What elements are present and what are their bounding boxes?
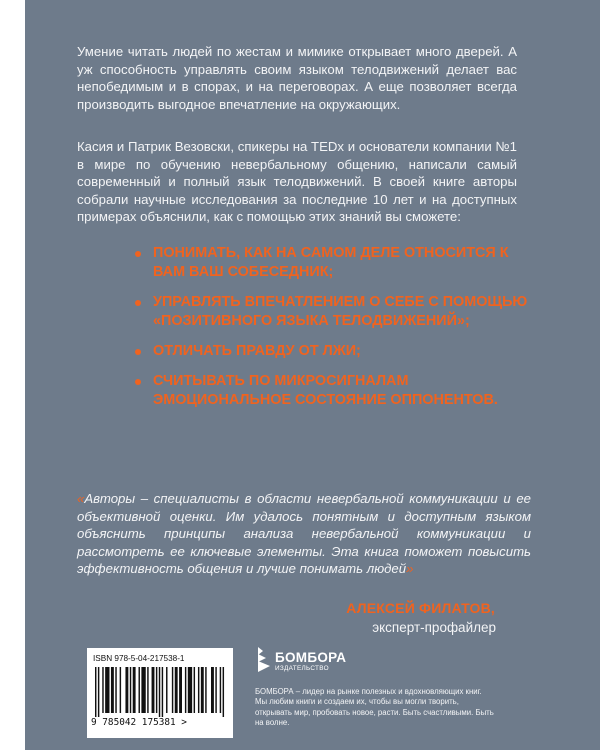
- quote-author-role: эксперт-профайлер: [372, 620, 496, 635]
- publisher-name: БОМБОРА: [275, 650, 347, 665]
- benefit-text: СЧИТЫВАТЬ ПО МИКРОСИГНАЛАМ ЭМОЦИОНАЛЬНОЕ СОСТОЯНИЕ ОППОНЕНТОВ.: [153, 373, 498, 408]
- barcode-bar: [105, 667, 109, 713]
- barcode-bar: [152, 667, 155, 713]
- barcode-bar: [115, 667, 116, 713]
- quote-author-name: АЛЕКСЕЙ ФИЛАТОВ,: [346, 600, 495, 616]
- back-cover: [25, 0, 600, 750]
- bullet-icon: [133, 293, 145, 312]
- intro-paragraph-2: Касия и Патрик Везовски, спикеры на TEDx и основатели компании №1 в мире по обучению невербальному общению, написали самый современный и полный язык телодвижений. В своей книге авторы собрали научные исследования за последние 10 лет и на доступных примерах объяснили, как с помощью этих знаний вы сможете:: [77, 139, 517, 224]
- benefit-text: УПРАВЛЯТЬ ВПЕЧАТЛЕНИЕМ О СЕБЕ С ПОМОЩЬЮ «ПОЗИТИВНОГО ЯЗЫКА ТЕЛОДВИЖЕНИЙ»;: [153, 294, 528, 329]
- barcode-bar: [141, 667, 145, 713]
- barcode-bar: [162, 667, 163, 717]
- barcode-bar: [220, 667, 221, 713]
- bullet-icon: [133, 342, 145, 361]
- barcode-bar: [179, 667, 182, 713]
- barcode-bar: [130, 667, 131, 713]
- barcode-bar: [95, 667, 96, 717]
- bullet-icon: [133, 244, 145, 263]
- publisher-description: БОМБОРА – лидер на рынке полезных и вдохновляющих книг. Мы любим книги и создаем их, чтобы вы могли творить, открывать мир, пробовать новое, расти. Быть счастливыми. Быть на волне.: [255, 687, 494, 727]
- isbn-number: ISBN 978-5-04-217538-1: [93, 654, 185, 663]
- endorsement-quote: [77, 490, 531, 578]
- barcode-bar: [198, 667, 199, 713]
- barcode-bar: [201, 667, 204, 713]
- benefit-item: [133, 293, 543, 331]
- barcode-bar: [185, 667, 186, 713]
- barcode-bar: [102, 667, 103, 713]
- barcode-bar: [172, 667, 173, 713]
- barcode-bar: [139, 667, 140, 713]
- bullet-icon: [133, 372, 145, 391]
- barcode-bar: [194, 667, 195, 713]
- barcode-bar: [120, 667, 121, 713]
- barcode-bar: [223, 667, 224, 717]
- barcode-bar: [175, 667, 178, 713]
- barcode-bar: [205, 667, 206, 713]
- intro-paragraph-1: Умение читать людей по жестам и мимике открывает много дверей. А уж способность управлять своим языком телодвижений делает вас непобедимым и в спорах, и на переговорах. А еще позволяет всегда производить выгодное впечатление на окружающих.: [77, 44, 517, 112]
- benefit-item: [133, 342, 543, 361]
- barcode-bar: [166, 667, 167, 713]
- barcode-bar: [211, 667, 214, 713]
- barcode-bar: [215, 667, 216, 713]
- quote-open-mark: «: [77, 491, 85, 506]
- publisher-logo: [255, 647, 345, 677]
- barcode-bar: [133, 667, 136, 713]
- quote-text: Авторы – специалисты в области невербальной коммуникации и ее объективной оценки. Им удалось понятным и доступным языком объяснить принципы анализа невербальной коммуникации и рассмотреть ее ключевые элементы. Эта книга поможет повысить эффективность общения и лучше понимать людей: [77, 491, 531, 576]
- publisher-logo-icon: [255, 647, 271, 673]
- publisher-subtitle: ИЗДАТЕЛЬСТВО: [275, 665, 329, 672]
- barcode-bar: [147, 667, 148, 713]
- barcode-bars: [93, 667, 227, 717]
- barcode-bar: [188, 667, 192, 713]
- barcode-digits: 9 785042 175381 >: [91, 717, 187, 728]
- quote-close-mark: »: [406, 561, 414, 576]
- barcode-bar: [98, 667, 99, 717]
- benefits-list: [133, 244, 543, 421]
- isbn-barcode: [87, 648, 233, 738]
- benefit-text: ПОНИМАТЬ, КАК НА САМОМ ДЕЛЕ ОТНОСИТСЯ К ВАМ ВАШ СОБЕСЕДНИК;: [153, 245, 509, 280]
- benefit-item: [133, 244, 543, 282]
- benefit-item: [133, 372, 543, 410]
- barcode-bar: [156, 667, 157, 713]
- benefit-text: ОТЛИЧАТЬ ПРАВДУ ОТ ЛЖИ;: [153, 343, 361, 359]
- barcode-bar: [125, 667, 128, 713]
- barcode-bar: [159, 667, 160, 717]
- barcode-bar: [111, 667, 114, 713]
